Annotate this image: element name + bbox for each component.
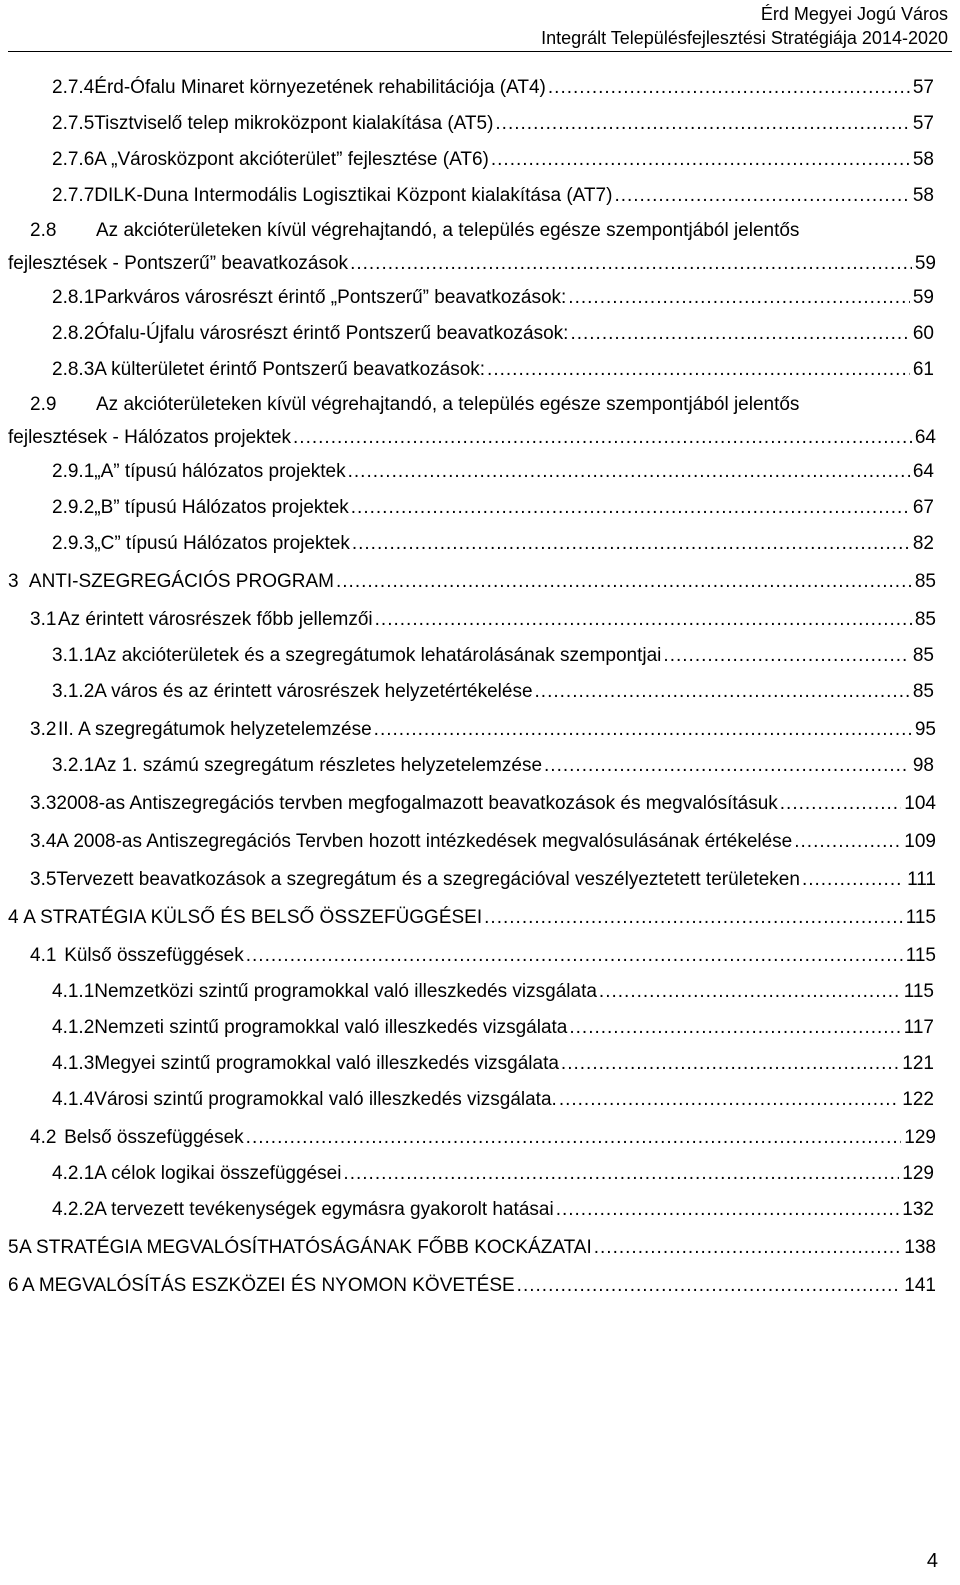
toc-entry[interactable] <box>0 938 960 974</box>
toc-title: „A” típusú hálózatos projektek <box>94 461 346 482</box>
toc-entry[interactable] <box>0 1192 960 1228</box>
toc-title: Ófalu-Újfalu városrészt érintő Pontszerű beavatkozások: <box>94 323 569 344</box>
toc-page-number: 138 <box>904 1237 936 1258</box>
toc-title: Az akcióterületeken kívül végrehajtandó, a település egésze szempontjából jelentős <box>96 220 800 241</box>
toc-title: Külső összefüggések <box>64 945 244 966</box>
toc-entry[interactable] <box>0 900 960 936</box>
toc-entry[interactable] <box>0 1082 960 1118</box>
toc-page-number: 67 <box>912 497 934 518</box>
toc-title: „C” típusú Hálózatos projektek <box>94 533 350 554</box>
toc-entry[interactable] <box>0 316 960 352</box>
toc-entry[interactable] <box>0 1268 960 1304</box>
toc-title: Az érintett városrészek főbb jellemzői <box>57 609 373 630</box>
toc-leader <box>495 106 909 142</box>
toc-leader <box>343 1156 899 1192</box>
toc-page-number: 129 <box>902 1163 934 1184</box>
toc-number: 4.1.2 <box>52 1017 95 1038</box>
toc-page-number: 117 <box>903 1017 934 1038</box>
toc-leader <box>351 490 910 526</box>
toc-number: 2.8.3 <box>52 359 95 380</box>
toc-entry[interactable] <box>0 106 960 142</box>
toc-page-number: 122 <box>902 1089 934 1110</box>
toc-page-number: 115 <box>905 907 936 928</box>
toc-entry[interactable] <box>0 564 960 600</box>
toc-entry[interactable] <box>0 638 960 674</box>
toc-number: 2.8 <box>30 220 57 241</box>
toc-leader <box>802 862 904 898</box>
toc-title: Tervezett beavatkozások a szegregátum és a szegregációval veszélyeztetett területeken <box>56 869 800 890</box>
toc-title: Az 1. számú szegregátum részletes helyzetelemzése <box>94 755 543 776</box>
toc-leader <box>599 974 901 1010</box>
toc-leader <box>350 247 912 280</box>
toc-title: II. A szegregátumok helyzetelemzése <box>58 719 372 740</box>
toc-leader <box>374 712 912 748</box>
toc-title: Nemzeti szintű programokkal való illeszkedés vizsgálata <box>94 1017 568 1038</box>
toc-number: 3.4 <box>30 831 57 852</box>
toc-number: 2.8.2 <box>52 323 95 344</box>
toc-leader <box>375 602 912 638</box>
toc-page-number: 111 <box>907 869 936 890</box>
header-city: Érd Megyei Jogú Város <box>760 4 948 24</box>
toc-title-continued: fejlesztések - Hálózatos projektek <box>8 427 292 448</box>
toc-number: 2.7.4 <box>52 77 95 98</box>
header-document-title: Integrált Településfejlesztési Stratégiája 2014-2020 <box>541 28 948 48</box>
toc-title: A MEGVALÓSÍTÁS ESZKÖZEI ÉS NYOMON KÖVETÉSE <box>21 1275 515 1296</box>
toc-leader <box>561 1046 899 1082</box>
toc-title: A „Városközpont akcióterület” fejlesztése (AT6) <box>94 149 489 170</box>
toc-entry[interactable] <box>0 490 960 526</box>
toc-title: Megyei szintű programokkal való illeszkedés vizsgálata <box>94 1053 559 1074</box>
toc-number: 2.9.3 <box>52 533 95 554</box>
toc-leader <box>535 674 910 710</box>
toc-page-number: 115 <box>905 945 936 966</box>
toc-number: 3.1.1 <box>52 645 95 666</box>
toc-leader <box>484 900 903 936</box>
toc-number: 5 <box>8 1237 19 1258</box>
toc-page-number: 59 <box>914 253 936 274</box>
toc-number: 3.5 <box>30 869 57 890</box>
toc-number: 6 <box>8 1275 19 1296</box>
toc-entry[interactable] <box>0 352 960 388</box>
toc-number: 2.7.7 <box>52 185 95 206</box>
toc-number: 3.1.2 <box>52 681 95 702</box>
toc-leader <box>246 938 903 974</box>
toc-number: 2.8.1 <box>52 287 95 308</box>
toc-entry[interactable] <box>0 674 960 710</box>
toc-entry[interactable] <box>0 1230 960 1266</box>
toc-number: 4.1.4 <box>52 1089 95 1110</box>
toc-number: 3 <box>8 571 19 592</box>
toc-number: 4.1.1 <box>52 981 95 1002</box>
toc-page-number: 85 <box>912 645 934 666</box>
toc-entry[interactable] <box>0 454 960 490</box>
toc-leader <box>548 70 910 106</box>
toc-page-number: 57 <box>912 77 934 98</box>
toc-leader <box>336 564 912 600</box>
toc-number: 4.2 <box>30 1127 57 1148</box>
toc-page-number: 57 <box>912 113 934 134</box>
toc-number: 3.3 <box>30 793 57 814</box>
toc-page-number: 104 <box>904 793 936 814</box>
toc-leader <box>487 352 910 388</box>
toc-page-number: 61 <box>912 359 934 380</box>
toc-page-number: 85 <box>912 681 934 702</box>
toc-leader <box>569 1010 900 1046</box>
toc-title: „B” típusú Hálózatos projektek <box>94 497 349 518</box>
toc-number: 4 <box>8 907 19 928</box>
toc-number: 3.2 <box>30 719 57 740</box>
toc-entry[interactable] <box>0 388 960 454</box>
toc-title: Az akcióterületeken kívül végrehajtandó, a település egésze szempontjából jelentős <box>96 394 800 415</box>
page-header <box>541 2 948 50</box>
toc-entry[interactable] <box>0 862 960 898</box>
toc-number: 4.1 <box>30 945 57 966</box>
toc-page-number: 58 <box>912 185 934 206</box>
toc-page-number: 60 <box>912 323 934 344</box>
toc-title: A város és az érintett városrészek helyzetértékelése <box>94 681 533 702</box>
toc-leader <box>246 1120 902 1156</box>
toc-page-number: 121 <box>902 1053 934 1074</box>
toc-leader <box>293 421 912 454</box>
toc-title: A célok logikai összefüggései <box>94 1163 342 1184</box>
toc-title: Belső összefüggések <box>64 1127 244 1148</box>
header-divider <box>8 51 952 52</box>
toc-leader <box>556 1192 900 1228</box>
toc-page-number: 95 <box>914 719 936 740</box>
page-number: 4 <box>926 1550 938 1572</box>
toc-page-number: 58 <box>912 149 934 170</box>
toc-leader <box>568 280 910 316</box>
toc-title: Érd-Ófalu Minaret környezetének rehabilitációja (AT4) <box>94 77 546 98</box>
toc-entry[interactable] <box>0 214 960 280</box>
toc-title: Nemzetközi szintű programokkal való illeszkedés vizsgálata <box>94 981 597 1002</box>
toc-title: 2008-as Antiszegregációs tervben megfogalmazott beavatkozások és megvalósításuk <box>56 793 778 814</box>
toc-leader <box>544 748 910 784</box>
toc-leader <box>794 824 901 860</box>
toc-title: DILK-Duna Intermodális Logisztikai Központ kialakítása (AT7) <box>94 185 613 206</box>
toc-entry[interactable] <box>0 70 960 106</box>
toc-leader <box>517 1268 902 1304</box>
toc-page-number: 109 <box>904 831 936 852</box>
toc-entry[interactable] <box>0 824 960 860</box>
toc-number: 2.9.1 <box>52 461 95 482</box>
toc-page-number: 82 <box>912 533 934 554</box>
toc-entry[interactable] <box>0 786 960 822</box>
toc-entry[interactable] <box>0 712 960 748</box>
toc-number: 4.2.2 <box>52 1199 95 1220</box>
toc-page-number: 132 <box>902 1199 934 1220</box>
toc-entry[interactable] <box>0 974 960 1010</box>
toc-number: 2.9.2 <box>52 497 95 518</box>
toc-entry[interactable] <box>0 1156 960 1192</box>
toc-leader <box>594 1230 902 1266</box>
toc-entry[interactable] <box>0 1046 960 1082</box>
toc-title: A STRATÉGIA MEGVALÓSÍTHATÓSÁGÁNAK FŐBB KOCKÁZATAI <box>19 1237 592 1258</box>
toc-page-number: 64 <box>914 427 936 448</box>
toc-number: 4.1.3 <box>52 1053 95 1074</box>
toc-leader <box>570 316 909 352</box>
toc-entry[interactable] <box>0 1120 960 1156</box>
toc-title: Városi szintű programokkal való illeszkedés vizsgálata. <box>94 1089 557 1110</box>
toc-page-number: 129 <box>904 1127 936 1148</box>
toc-page-number: 59 <box>912 287 934 308</box>
toc-leader <box>559 1082 899 1118</box>
toc-title-continued: fejlesztések - Pontszerű” beavatkozások <box>8 253 349 274</box>
toc-title: A 2008-as Antiszegregációs Tervben hozott intézkedések megvalósulásának értékelése <box>56 831 793 852</box>
toc-title: ANTI-SZEGREGÁCIÓS PROGRAM <box>28 571 334 592</box>
toc-entry[interactable] <box>0 142 960 178</box>
toc-number: 2.7.6 <box>52 149 95 170</box>
toc-page-number: 98 <box>912 755 934 776</box>
toc-entry[interactable] <box>0 526 960 562</box>
toc-entry[interactable] <box>0 1010 960 1046</box>
toc-page-number: 85 <box>914 571 936 592</box>
toc-page-number: 85 <box>914 609 936 630</box>
toc-title: A STRATÉGIA KÜLSŐ ÉS BELSŐ ÖSSZEFÜGGÉSEI <box>23 907 483 928</box>
toc-leader <box>491 142 910 178</box>
toc-leader <box>663 638 909 674</box>
toc-page-number: 64 <box>912 461 934 482</box>
toc-number: 3.2.1 <box>52 755 95 776</box>
toc-title: A külterületet érintő Pontszerű beavatkozások: <box>94 359 486 380</box>
toc-page-number: 115 <box>903 981 934 1002</box>
toc-number: 2.7.5 <box>52 113 95 134</box>
toc-title: A tervezett tevékenységek egymásra gyakorolt hatásai <box>94 1199 554 1220</box>
toc-title: Parkváros városrészt érintő „Pontszerű” beavatkozások: <box>94 287 567 308</box>
toc-entry[interactable] <box>0 280 960 316</box>
toc-number: 4.2.1 <box>52 1163 95 1184</box>
toc-leader <box>614 178 909 214</box>
toc-leader <box>780 786 902 822</box>
toc-number: 3.1 <box>30 609 57 630</box>
toc-leader <box>352 526 910 562</box>
toc-leader <box>348 454 910 490</box>
table-of-contents <box>0 70 960 1304</box>
toc-number: 2.9 <box>30 394 57 415</box>
toc-title: Az akcióterületek és a szegregátumok lehatárolásának szempontjai <box>94 645 662 666</box>
toc-entry[interactable] <box>0 602 960 638</box>
toc-page-number: 141 <box>904 1275 936 1296</box>
toc-entry[interactable] <box>0 178 960 214</box>
toc-title: Tisztviselő telep mikroközpont kialakítása (AT5) <box>94 113 494 134</box>
toc-entry[interactable] <box>0 748 960 784</box>
